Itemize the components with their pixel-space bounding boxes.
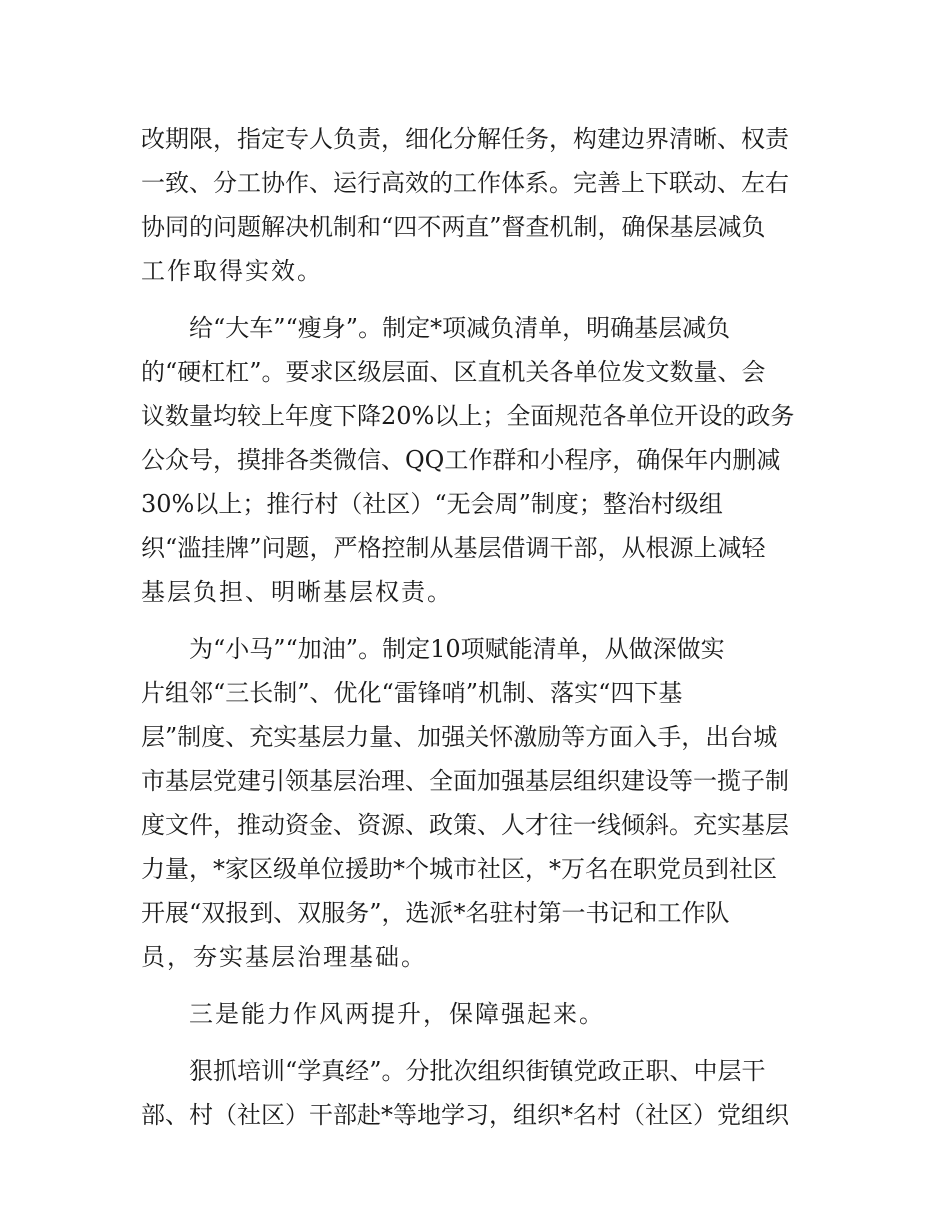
text-line: 议数量均较上年度下降20%以上；全面规范各单位开设的政务 bbox=[141, 402, 795, 430]
text-line: 30%以上；推行村（社区）“无会周”制度；整治村级组 bbox=[141, 490, 723, 518]
paragraph bbox=[141, 117, 811, 293]
text-line: 部、村（社区）干部赴*等地学习，组织*名村（社区）党组织 bbox=[141, 1101, 789, 1129]
text-line: 市基层党建引领基层治理、全面加强基层组织建设等一揽子制 bbox=[141, 767, 789, 795]
text-line: 片组邻“三长制”、优化“雷锋哨”机制、落实“四下基 bbox=[141, 679, 683, 707]
paragraph bbox=[141, 627, 811, 979]
text-line: 三是能力作风两提升，保障强起来。 bbox=[189, 1000, 605, 1028]
section-heading bbox=[141, 992, 811, 1036]
text-line: 度文件，推动资金、资源、政策、人才往一线倾斜。充实基层 bbox=[141, 811, 789, 839]
text-line: 为“小马”“加油”。制定10项赋能清单，从做深做实 bbox=[189, 635, 725, 663]
text-line: 力量，*家区级单位援助*个城市社区，*万名在职党员到社区 bbox=[141, 855, 777, 883]
text-line: 员，夯实基层治理基础。 bbox=[141, 943, 427, 971]
text-line: 基层负担、明晰基层权责。 bbox=[141, 578, 453, 606]
text-line: 织“滥挂牌”问题，严格控制从基层借调干部，从根源上减轻 bbox=[141, 534, 766, 562]
text-line: 工作取得实效。 bbox=[141, 257, 323, 285]
text-line: 层”制度、充实基层力量、加强关怀激励等方面入手，出台城 bbox=[141, 723, 778, 751]
text-line: 协同的问题解决机制和“四不两直”督查机制，确保基层减负 bbox=[141, 213, 766, 241]
text-line: 改期限，指定专人负责，细化分解任务，构建边界清晰、权责 bbox=[141, 125, 789, 153]
paragraph bbox=[141, 1049, 811, 1137]
paragraph bbox=[141, 306, 811, 614]
text-line: 狠抓培训“学真经”。分批次组织街镇党政正职、中层干 bbox=[189, 1057, 766, 1085]
text-line: 开展“双报到、双服务”，选派*名驻村第一书记和工作队 bbox=[141, 899, 730, 927]
text-line: 公众号，摸排各类微信、QQ工作群和小程序，确保年内删减 bbox=[141, 446, 781, 474]
text-line: 的“硬杠杠”。要求区级层面、区直机关各单位发文数量、会 bbox=[141, 358, 766, 386]
document-page bbox=[141, 117, 811, 1150]
text-line: 一致、分工协作、运行高效的工作体系。完善上下联动、左右 bbox=[141, 169, 789, 197]
text-line: 给“大车”“瘦身”。制定*项减负清单，明确基层减负 bbox=[189, 314, 731, 342]
